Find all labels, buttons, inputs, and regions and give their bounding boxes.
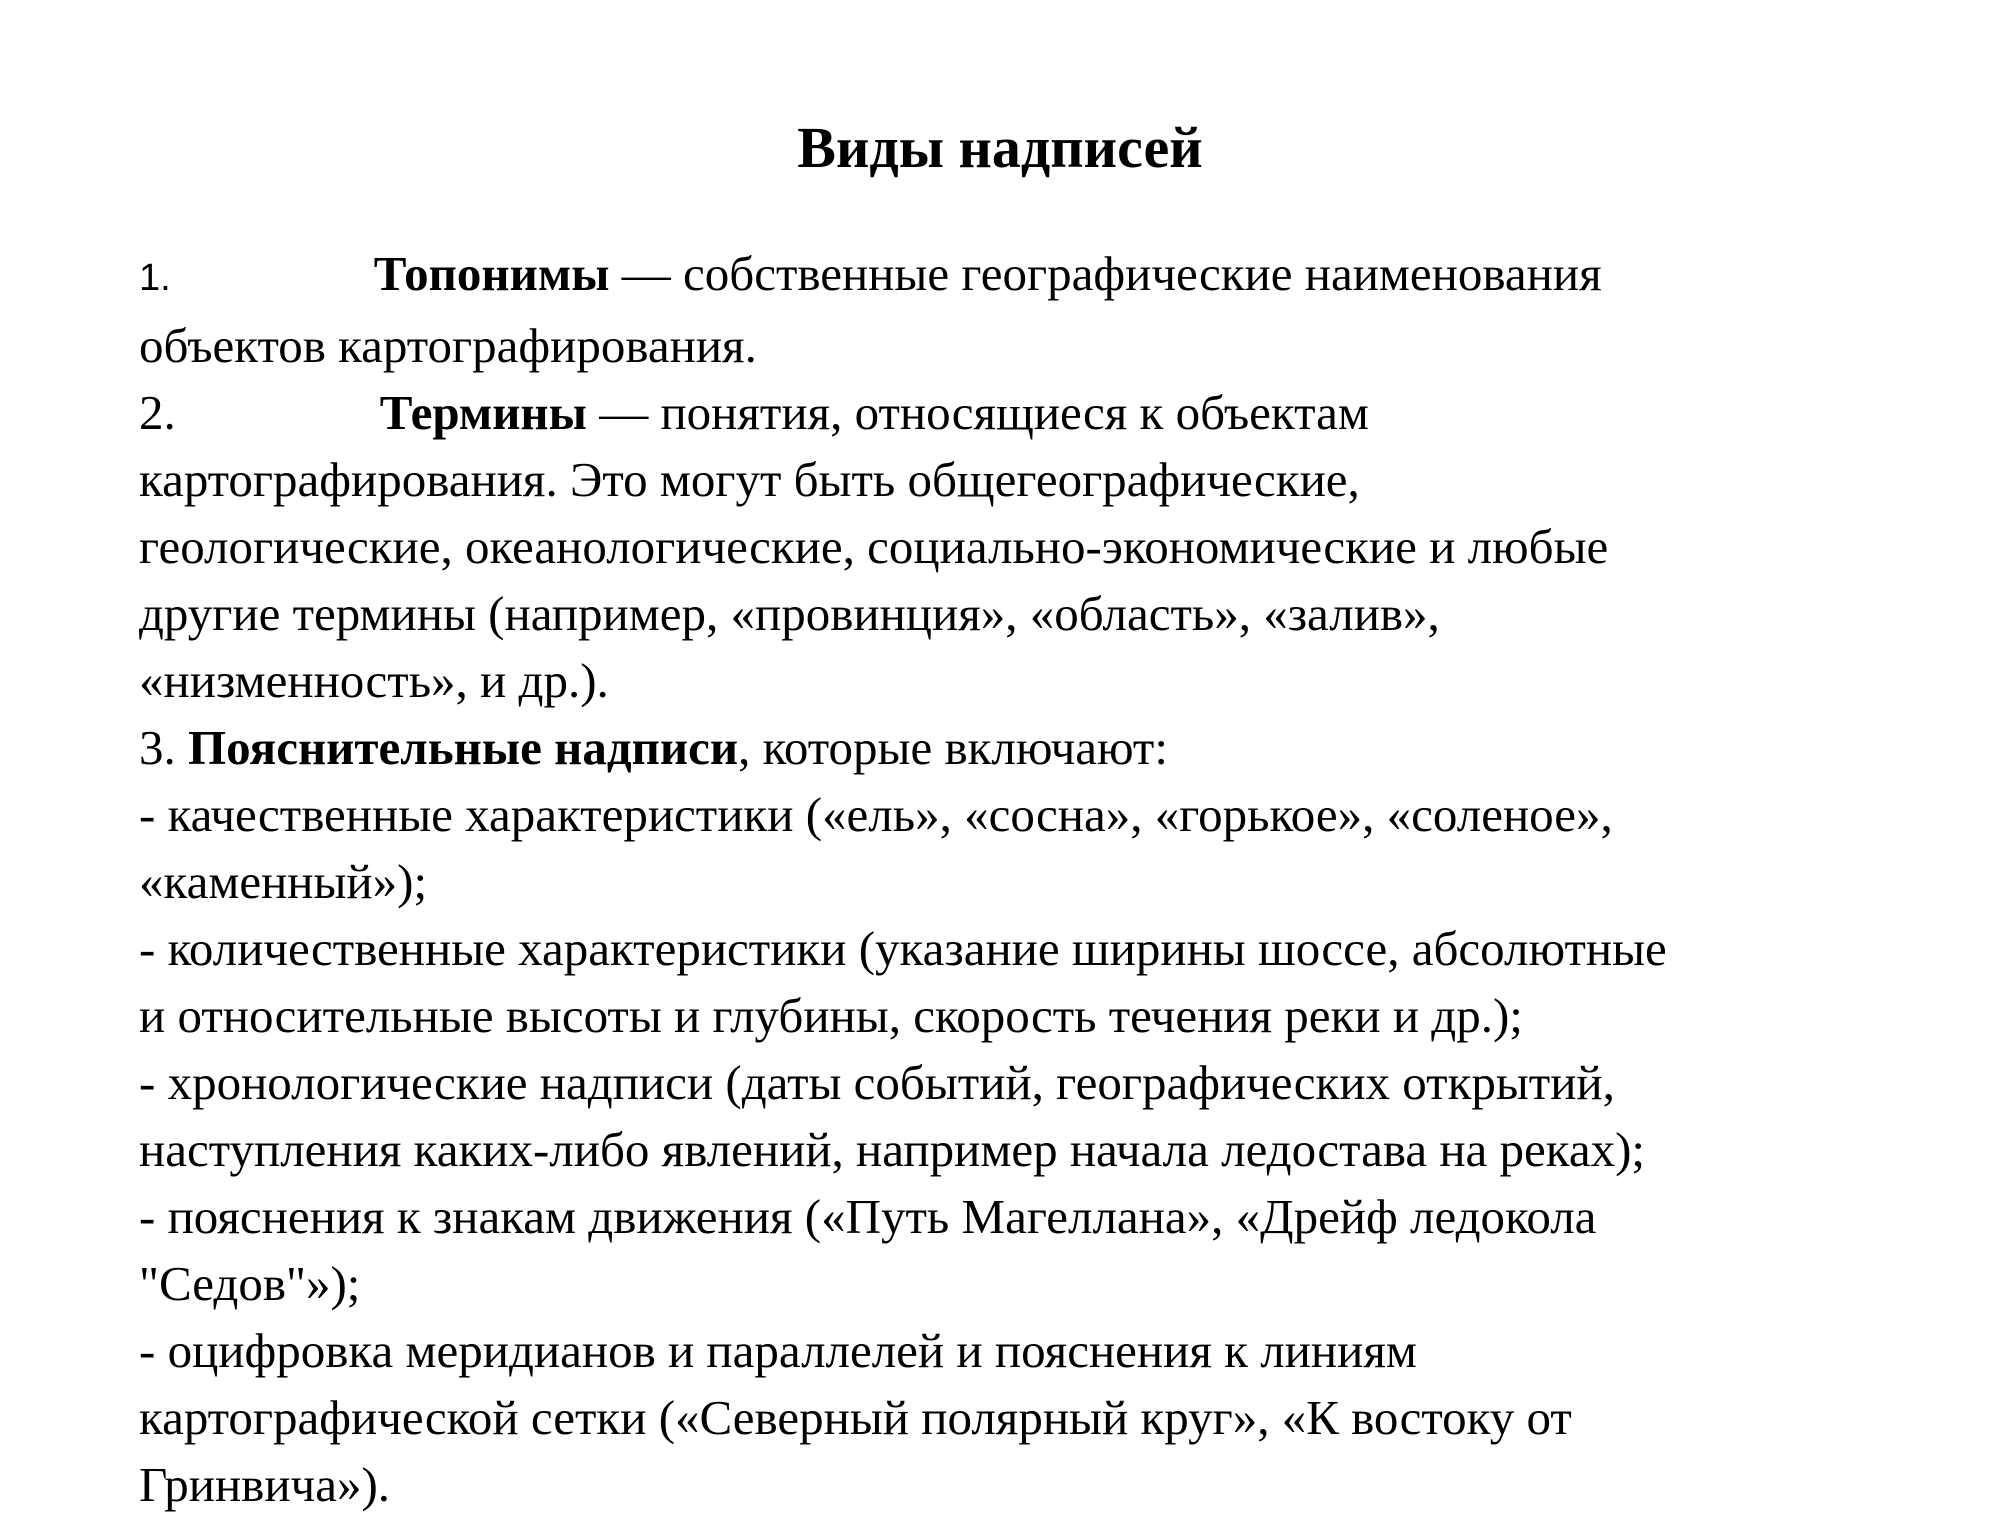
item-text-line: другие термины (например, «провинция», «область», «залив», <box>139 586 1440 641</box>
bullet-line: картографической сетки («Северный полярный круг», «К востоку от <box>139 1390 1572 1445</box>
item-term: Термины <box>379 385 587 440</box>
bullet-line: - оцифровка меридианов и параллелей и пояснения к линиям <box>139 1323 1417 1378</box>
item-text: — понятия, относящиеся к объектам <box>586 385 1369 440</box>
item-text: — собственные географические наименования <box>609 246 1602 301</box>
slide-body <box>139 240 1939 1518</box>
bullet-line: «каменный»); <box>139 854 428 909</box>
bullet-line: Гринвича»). <box>139 1457 391 1512</box>
item-explanatory <box>139 714 1939 781</box>
item-text-line: картографирования. Это могут быть общегеографические, <box>139 452 1360 507</box>
item-terms <box>139 379 1939 446</box>
item-toponyms <box>139 240 1939 312</box>
bullet-line: - пояснения к знакам движения («Путь Магеллана», «Дрейф ледокола <box>139 1189 1597 1244</box>
item-text: , которые включают: <box>738 720 1168 775</box>
item-number: 1. <box>139 257 171 299</box>
item-text-line: геологические, океанологические, социально-экономические и любые <box>139 519 1609 574</box>
item-number: 2. <box>139 385 176 440</box>
bullet-line: наступления каких-либо явлений, например начала ледостава на реках); <box>139 1122 1646 1177</box>
item-term: Топонимы <box>373 246 610 301</box>
slide-title: Виды надписей <box>797 115 1203 180</box>
item-number: 3. <box>139 720 188 775</box>
bullet-line: "Седов"»); <box>139 1256 361 1311</box>
bullet-line: и относительные высоты и глубины, скорость течения реки и др.); <box>139 988 1523 1043</box>
bullet-line: - качественные характеристики («ель», «сосна», «горькое», «соленое», <box>139 787 1613 842</box>
item-text-line: объектов картографирования. <box>139 318 757 373</box>
bullet-line: - количественные характеристики (указание ширины шоссе, абсолютные <box>139 921 1667 976</box>
item-text-line: «низменность», и др.). <box>139 653 609 708</box>
item-term: Пояснительные надписи <box>188 720 739 775</box>
bullet-line: - хронологические надписи (даты событий, географических открытий, <box>139 1055 1615 1110</box>
